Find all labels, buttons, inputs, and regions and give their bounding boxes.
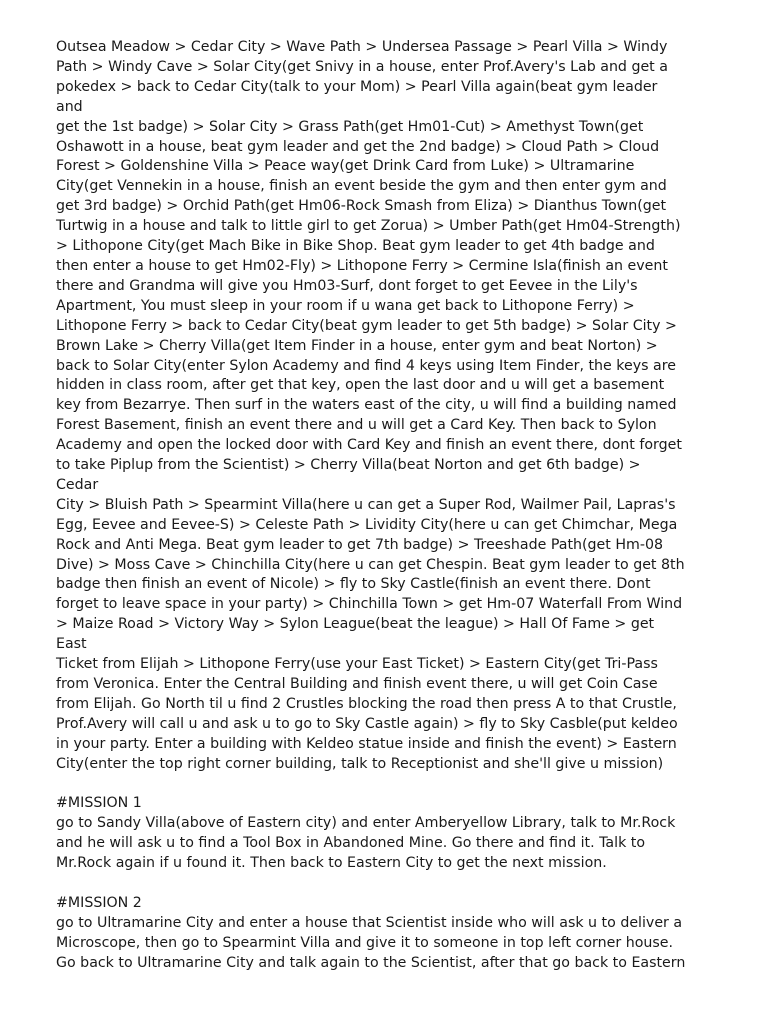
document-page: [56, 38, 686, 974]
paragraph-spacer: [56, 775, 686, 795]
paragraph-spacer: [56, 874, 686, 894]
mission-2-body: go to Ultramarine City and enter a house that Scientist inside who will ask u to deliver a Microscope, then go to Spearmint Villa and give it to someone in top left corner house. Go back to Ultramarine City and talk again to the Scientist, after that go back to Eastern: [56, 914, 686, 971]
mission-1-body: go to Sandy Villa(above of Eastern city) and enter Amberyellow Library, talk to Mr.Rock and he will ask u to find a Tool Box in Abandoned Mine. Go there and find it. Talk to Mr.Rock again if u found it. Then back to Eastern City to get the next mission.: [56, 815, 676, 872]
mission-2-heading: #MISSION 2: [56, 894, 142, 911]
walkthrough-paragraph: Outsea Meadow > Cedar City > Wave Path > Undersea Passage > Pearl Villa > Windy Path > Windy Cave > Solar City(get Snivy in a house, enter Prof.Avery's Lab and get a pokedex > back to Cedar City(talk to your Mom) > Pearl Villa again(beat gym leader and get the 1st badge) > Solar City > Grass Path(get Hm01-Cut) > Amethyst Town(get Oshawott in a house, beat gym leader and get the 2nd badge) > Cloud Path > Cloud Forest > Goldenshine Villa > Peace way(get Drink Card from Luke) > Ultramarine City(get Vennekin in a house, finish an event beside the gym and then enter gym and get 3rd badge) > Orchid Path(get Hm06-Rock Smash from Eliza) > Dianthus Town(get Turtwig in a house and talk to little girl to get Zorua) > Umber Path(get Hm04-Strength) > Lithopone City(get Mach Bike in Bike Shop. Beat gym leader to get 4th badge and then enter a house to get Hm02-Fly) > Lithopone Ferry > Cermine Isla(finish an event there and Grandma will give you Hm03-Surf, dont forget to get Eevee in the Lily's Apartment, You must sleep in your room if u wana get back to Lithopone Ferry) > Lithopone Ferry > back to Cedar City(beat gym leader to get 5th badge) > Solar City > Brown Lake > Cherry Villa(get Item Finder in a house, enter gym and beat Norton) > back to Solar City(enter Sylon Academy and find 4 keys using Item Finder, the keys are hidden in class room, after get that key, open the last door and u will get a basement key from Bezarrye. Then surf in the waters east of the city, u will find a building named Forest Basement, finish an event there and u will get a Card Key. Then back to Sylon Academy and open the locked door with Card Key and finish an event there, dont forget to take Piplup from the Scientist) > Cherry Villa(beat Norton and get 6th badge) > Cedar City > Bluish Path > Spearmint Villa(here u can get a Super Rod, Wailmer Pail, Lapras's Egg, Eevee and Eevee-S) > Celeste Path > Lividity City(here u can get Chimchar, Mega Rock and Anti Mega. Beat gym leader to get 7th badge) > Treeshade Path(get Hm-08 Dive) > Moss Cave > Chinchilla City(here u can get Chespin. Beat gym leader to get 8th badge then finish an event of Nicole) > fly to Sky Castle(finish an event there. Dont forget to leave space in your party) > Chinchilla Town > get Hm-07 Waterfall From Wind > Maize Road > Victory Way > Sylon League(beat the league) > Hall Of Fame > get East Ticket from Elijah > Lithopone Ferry(use your East Ticket) > Eastern City(get Tri-Pass from Veronica. Enter the Central Building and finish event there, u will get Coin Case from Elijah. Go North til u find 2 Crustles blocking the road then press A to that Crustle, Prof.Avery will call u and ask u to go to Sky Castle again) > fly to Sky Casble(put keldeo in your party. Enter a building with Keldeo statue inside and finish the event) > Eastern City(enter the top right corner building, talk to Receptionist and she'll give u mission): [56, 39, 685, 772]
mission-1-heading: #MISSION 1: [56, 795, 142, 812]
